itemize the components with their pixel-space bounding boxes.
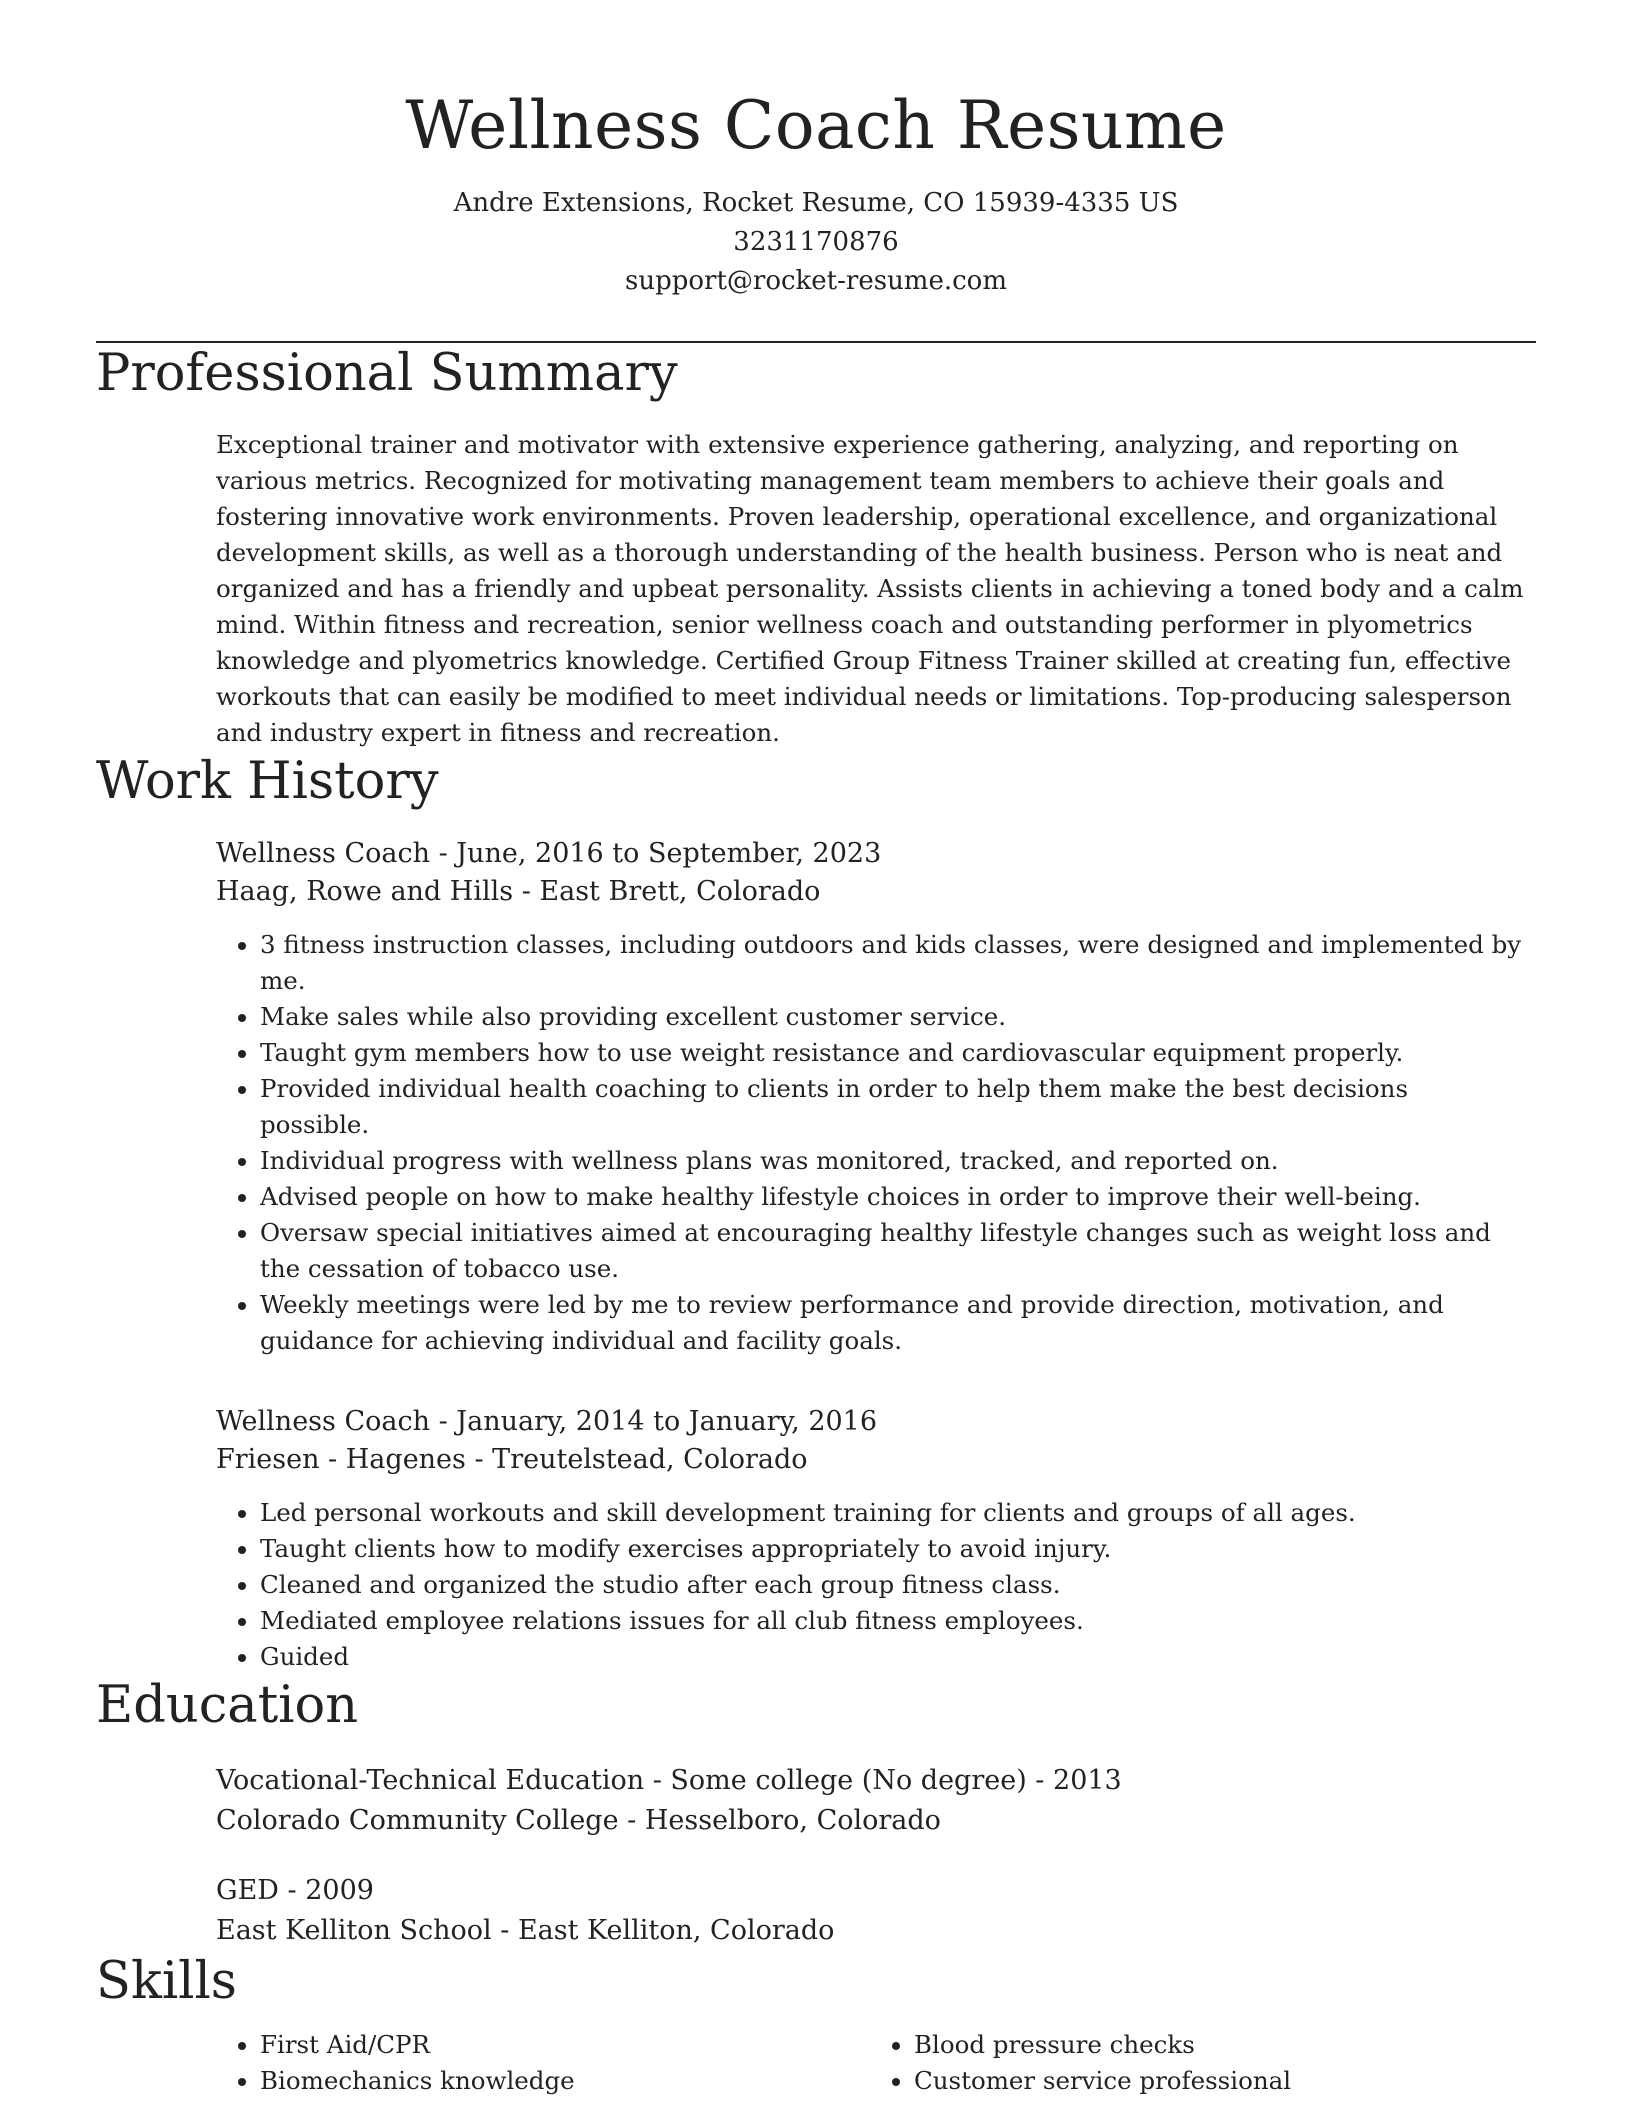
resume-title: Wellness Coach Resume [405,87,1227,164]
list-item: • Taught gym members how to use weight resistance and cardiovascular equipment properly. [260,1035,1524,1071]
job-employer-line: Friesen - Hagenes - Treutelstead, Colorado [216,1444,808,1475]
list-item: • Mediated employee relations issues for all club fitness employees. [260,1603,1524,1639]
contact-block [96,184,1536,301]
summary-text: Exceptional trainer and motivator with extensive experience gathering, analyzing, and reporting on various metrics. Recognized for motivating management team members to achieve their goals and fostering innovative work environments. Proven leadership, operational excellence, and organizational development skills, as well as a thorough understanding of the health business. Person who is neat and organized and has a friendly and upbeat personality. Assists clients in achieving a toned body and a calm mind. Within fitness and recreation, senior wellness coach and outstanding performer in plyometrics knowledge and plyometrics knowledge. Certified Group Fitness Trainer skilled at creating fun, effective workouts that can easily be modified to meet individual needs or limitations. Top-producing salesperson and industry expert in fitness and recreation. [216,430,1524,747]
list-item: • Biomechanics knowledge [260,2063,870,2099]
section-title-skills: Skills [96,1952,237,2011]
list-item: • Customer service professional [914,2063,1524,2099]
list-item: • Taught clients how to modify exercises appropriately to avoid injury. [260,1531,1524,1567]
list-item: • Led personal workouts and skill development training for clients and groups of all ages. [260,1495,1524,1531]
skills-list-left [216,2027,870,2099]
job-entry [216,835,1524,1359]
section-title-work-history: Work History [96,752,439,811]
list-item: • Individual progress with wellness plans was monitored, tracked, and reported on. [260,1143,1524,1179]
list-item: • Blood pressure checks [914,2027,1524,2063]
job-bullets [216,1495,1524,1675]
contact-address: Andre Extensions, Rocket Resume, CO 15939-4335 US [453,188,1179,218]
list-item: • 3 fitness instruction classes, including outdoors and kids classes, were designed and implemented by me. [260,927,1524,999]
list-item: • Provided individual health coaching to clients in order to help them make the best decisions possible. [260,1071,1524,1143]
education-entry [216,1761,1524,1841]
list-item: • Guided [260,1639,1524,1675]
skills-grid [216,2027,1524,2099]
skills-list-right [870,2027,1524,2099]
section-title-education: Education [96,1676,359,1735]
job-role-line: Wellness Coach - January, 2014 to January, 2016 [216,1406,878,1437]
contact-phone: 3231170876 [733,227,899,257]
list-item: • Weekly meetings were led by me to review performance and provide direction, motivation, and guidance for achieving individual and facility goals. [260,1287,1524,1359]
job-employer-line: Haag, Rowe and Hills - East Brett, Colorado [216,876,821,907]
list-item: • First Aid/CPR [260,2027,870,2063]
section-title-summary: Professional Summary [96,344,678,403]
job-bullets [216,927,1524,1359]
list-item: • Cleaned and organized the studio after each group fitness class. [260,1567,1524,1603]
resume-header [96,82,1536,301]
job-role-line: Wellness Coach - June, 2016 to September, 2023 [216,838,882,869]
job-entry [216,1403,1524,1675]
education-degree-line: GED - 2009 [216,1875,374,1906]
education-degree-line: Vocational-Technical Education - Some college (No degree) - 2013 [216,1765,1122,1796]
contact-email: support@rocket-resume.com [624,266,1007,296]
education-entry [216,1871,1524,1951]
list-item: • Make sales while also providing excellent customer service. [260,999,1524,1035]
education-school-line: East Kelliton School - East Kelliton, Colorado [216,1915,835,1946]
education-school-line: Colorado Community College - Hesselboro, Colorado [216,1805,941,1836]
list-item: • Oversaw special initiatives aimed at encouraging healthy lifestyle changes such as weight loss and the cessation of tobacco use. [260,1215,1524,1287]
list-item: • Advised people on how to make healthy lifestyle choices in order to improve their well-being. [260,1179,1524,1215]
resume-page [96,0,1536,2099]
